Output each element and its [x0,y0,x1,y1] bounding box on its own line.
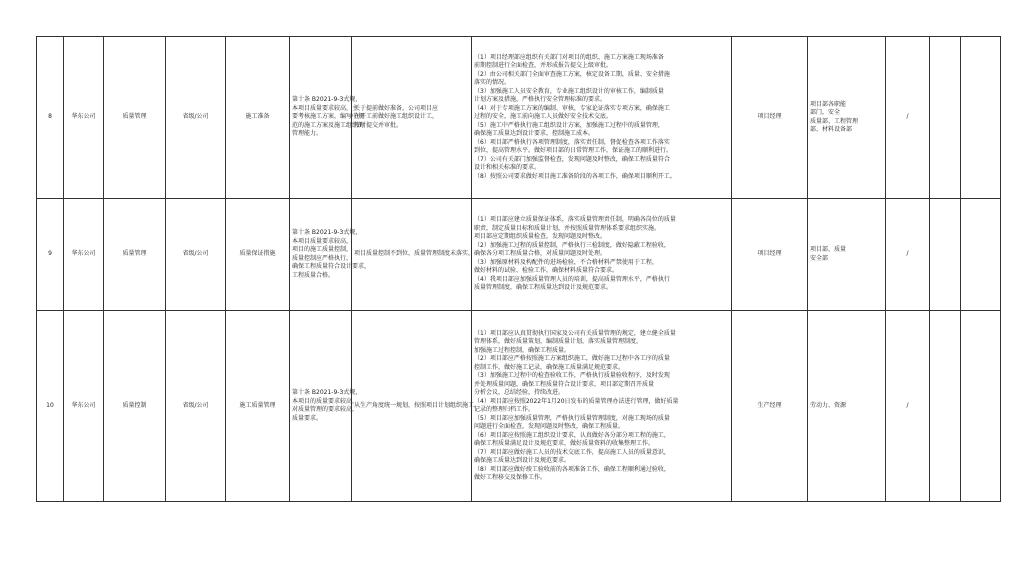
coop-line: 劳动力、资源 [810,401,847,409]
measure-line: （7）公司有关部门加强监督检查，发现问题及时整改，确保工程质量符合 [474,155,670,163]
basis-line: 第十条 B2021-9-3式规， [292,229,362,236]
blank-cell-1 [930,311,961,502]
owner-cell: 生产经理 [732,311,808,502]
measure-line: 加强施工过程控制，确保工程质量。 [474,346,571,354]
measure-line: （2）由公司相关部门全面审查施工方案，核定设备工期，质量、安全措施 [474,70,670,78]
measure-line: （4）对于专项施工方案的编制、审核，专家论证落实专项方案，确保施工 [474,104,670,112]
department-cell: 质量控制 [104,311,166,502]
coop-line: 项目部各职能 [810,100,847,108]
level-cell: 省级/公司 [166,37,226,199]
measure-line: （3）加强施工过程中的检查验收工作，严格执行质量验收程序，及时发现 [474,372,670,379]
blank-cell-1 [930,37,961,199]
row-number: 10 [37,311,64,502]
measure-line: 做好工程移交及保修工作。 [474,474,547,481]
basis-line: 项目的施工质量控制， [292,246,353,253]
blank-cell-1 [930,199,961,311]
measures-cell [472,311,732,502]
basis-line: 本项目质量要求较高，主 [292,104,359,112]
measure-line: （3）加强施工人员安全教育，专业施工组织设计的审核工作，编制质量 [474,87,664,95]
basis-line: 范的施工方案及施工组织的 [292,121,365,129]
blank-cell-2 [961,199,1001,311]
note-cell: / [886,311,930,502]
measure-line: 确保各分项工程质量合格，对质量问题及时处理。 [474,250,607,258]
row-number: 8 [37,37,64,199]
row-number: 9 [37,199,64,311]
issue-line: 关于提前做好准备，公司项目应 [354,104,439,112]
measure-line: （1）项目经理部应组织有关部门对项目的组织、施工方案施工现场准备 [474,53,664,61]
measure-line: （5）项目部应加强质量管理，严格执行质量管理制度，对施工现场的质量 [474,414,670,422]
risk-table [36,36,1001,502]
table-body [37,37,1001,502]
basis-line: 第十条 B2021-9-3式规， [292,96,362,104]
issue-line: 从生产角度统一规划，按照项目计划组织施工， [354,401,481,409]
coop-line: 项目部、质量 [810,246,847,253]
measure-line: 到位，提高管理水平。做好项目部的日常管理工作，保证施工的顺利进行。 [474,147,673,155]
basis-line: 本项目的质量要求较高， [292,397,359,405]
issue-cell [352,37,472,199]
basis-line: 质量控制应严格执行， [292,254,353,262]
department-cell: 质量管理 [104,37,166,199]
basis-line: 确保工程质量符合设计要求， [292,263,371,270]
measure-line: 并处理质量问题，确保工程质量符合设计要求，项目部定期召开质量 [474,380,655,388]
basis-line: 对质量管理的要求较高， [292,406,359,413]
measure-line: 问题进行全面检查，发现问题及时整改，确保工程质量。 [474,423,625,430]
measure-line: 控制工作，做好施工记录，确保施工质量满足规范要求。 [474,363,625,371]
measure-line: 质量管理制度，确保工程质量达到设计及规范要求。 [474,284,613,292]
cooperating-depts-cell [808,199,886,311]
measures-cell [472,199,732,311]
measure-line: （8）项目部应做好竣工验收前的各项准备工作，确保工程顺利通过验收， [474,465,670,473]
measure-line: 确保施工质量达到设计要求，控制施工成本。 [474,130,595,138]
blank-cell-2 [961,311,1001,502]
measure-line: 记录的整理归档工作。 [474,406,535,413]
issue-line: 在开工前做好施工组织设计工， [354,113,439,121]
issue-line: 按时提交并审批。 [354,121,403,129]
measure-line: 计划方案及措施，严格执行安全管理标准的要求。 [474,96,607,104]
measure-line: （6）项目部应按照施工组织设计要求，认真做好各分部分项工程的施工， [474,431,670,439]
basis-line: 第十条 B2021-9-3式规， [292,389,362,396]
measure-line: 落实的情况。 [474,79,511,87]
measure-line: （8）按照公司要求做好项目施工准备阶段的各项工作，确保项目顺利开工。 [474,172,676,180]
measure-line: （3）加强原材料及构配件的进场检验，不合格材料严禁使用于工程， [474,258,658,266]
item-cell: 施工质量管理 [226,311,290,502]
measure-line: （2）项目部应严格按照施工方案组织施工，做好施工过程中各工序的质量 [474,355,670,362]
measure-line: （1）项目部应建立质量保证体系，落实质量管理责任制，明确各岗位的质量 [474,216,676,224]
blank-cell-2 [961,37,1001,199]
measure-line: （1）项目部应认真贯彻执行国家及公司有关质量管理的规定，建立健全质量 [474,329,676,337]
measure-line: 确保工程质量满足设计及规范要求，做好质量资料的收集整理工作。 [474,440,655,447]
owner-cell: 项目经理 [732,37,808,199]
measure-line: 前期控制进行全面检查，并形成报告提交上级审批。 [474,62,613,70]
issue-cell [352,311,481,502]
item-cell: 质量保证措施 [226,199,290,311]
measures-cell [472,37,732,199]
coop-line: 部、材料设备部 [810,126,853,133]
cooperating-depts-cell [808,311,886,502]
measure-line: （4）我项目部应加强质量管理人员的培训，提高质量管理水平，严格执行 [474,275,670,283]
issue-cell [352,199,475,311]
measure-line: （2）加强施工过程的质量控制，严格执行三检制度，做好隐蔽工程验收， [474,241,670,249]
basis-cell [290,311,362,502]
measure-line: 做好材料的试验、检验工作，确保材料质量符合要求。 [474,267,619,275]
measure-line: 确保施工质量达到设计及规范要求。 [474,457,571,464]
measure-line: （5）施工中严格执行施工组织设计方案，加强施工过程中的质量管理， [474,121,664,129]
measure-line: 设计和相关标准的要求。 [474,164,541,172]
measure-line: 职责，制定质量目标和质量计划，并按照质量管理体系要求组织实施。 [474,224,661,232]
measure-line: （4）项目部应按照2022年1月20日发布的质量管理办法进行管理，做好质量 [474,397,679,405]
measure-line: 管理体系，做好质量策划，编制质量计划，落实质量管理制度， [474,338,643,345]
company-cell: 华东公司 [64,311,104,502]
basis-line: 管理能力。 [292,130,323,138]
level-cell: 省级/公司 [166,311,226,502]
issue-line: 项目质量控制不到位，质量管理制度未落实， [354,250,475,258]
measure-line: 分析会议，总结经验，持续改进。 [474,389,565,396]
basis-line: 本项目质量要求较高， [292,237,353,245]
note-cell: / [886,199,930,311]
table-row [37,311,1001,502]
measure-line: 项目部应定期组织质量检查，发现问题及时整改。 [474,233,607,241]
measure-line: 过程的安全，施工前向施工人员做好安全技术交底。 [474,113,613,121]
table-row [37,199,1001,311]
department-cell: 质量管理 [104,199,166,311]
measure-line: （6）项目部严格执行各项管理制度，落实责任制，督促检查各项工作落实 [474,138,670,146]
level-cell: 省级/公司 [166,199,226,311]
basis-line: 质量要求。 [292,414,323,422]
cooperating-depts-cell [808,37,886,199]
company-cell: 华东公司 [64,37,104,199]
basis-line: 工程质量合格。 [292,271,335,279]
basis-cell [290,199,371,311]
owner-cell: 项目经理 [732,199,808,311]
note-cell: / [886,37,930,199]
coop-line: 质量部、工程管理 [810,117,859,125]
basis-cell [290,37,365,199]
coop-line: 部门，安全 [810,109,841,116]
item-cell: 施工准备 [226,37,290,199]
coop-line: 安全部 [810,254,829,262]
measure-line: （7）项目部应做好施工人员的技术交底工作，提高施工人员的质量意识， [474,448,670,456]
basis-line: 要考核施工方案，编写中规 [292,113,365,121]
table-row [37,37,1001,199]
company-cell: 华东公司 [64,199,104,311]
